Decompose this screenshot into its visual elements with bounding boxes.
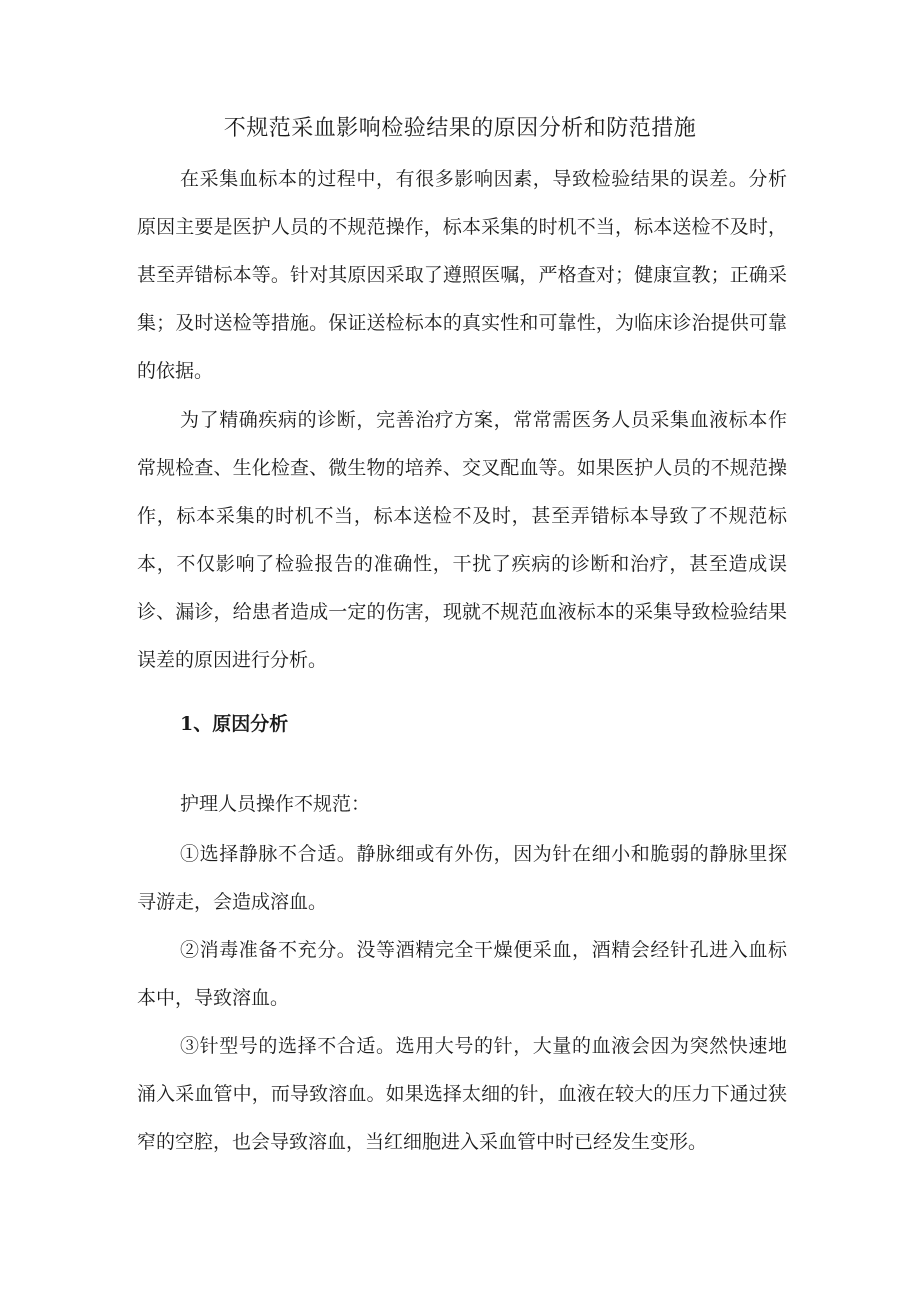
background-paragraph: 为了精确疾病的诊断，完善治疗方案，常常需医务人员采集血液标本作常规检查、生化检查、微生物的培养、交叉配血等。如果医护人员的不规范操作，标本采集的时机不当，标本送检不及时，甚至弄错标本导致了不规范标本，不仅影响了检验报告的准确性，干扰了疾病的诊断和治疗，甚至造成误诊、漏诊，给患者造成一定的伤害，现就不规范血液标本的采集导致检验结果误差的原因进行分析。 [137,409,787,671]
list-item-3: ③针型号的选择不合适。选用大号的针，大量的血液会因为突然快速地涌入采血管中，而导致溶血。如果选择太细的针，血液在较大的压力下通过狭窄的空腔，也会导致溶血，当红细胞进入采血管中时已经发生变形。 [137,1035,787,1153]
document-title: 不规范采血影响检验结果的原因分析和防范措施 [223,116,697,141]
list-item-2: ②消毒准备不充分。没等酒精完全干燥便采血，酒精会经针孔进入血标本中，导致溶血。 [137,939,787,1009]
section-heading: 1、原因分析 [180,713,289,735]
intro-paragraph: 在采集血标本的过程中，有很多影响因素，导致检验结果的误差。分析原因主要是医护人员的不规范操作，标本采集的时机不当，标本送检不及时，甚至弄错标本等。针对其原因采取了遵照医嘱，严格查对；健康宣教；正确采集；及时送检等措施。保证送检标本的真实性和可靠性，为临床诊治提供可靠的依据。 [137,168,787,382]
section-intro-paragraph: 护理人员操作不规范： [180,793,371,815]
list-item-1: ①选择静脉不合适。静脉细或有外伤，因为针在细小和脆弱的静脉里探寻游走，会造成溶血。 [137,843,787,913]
